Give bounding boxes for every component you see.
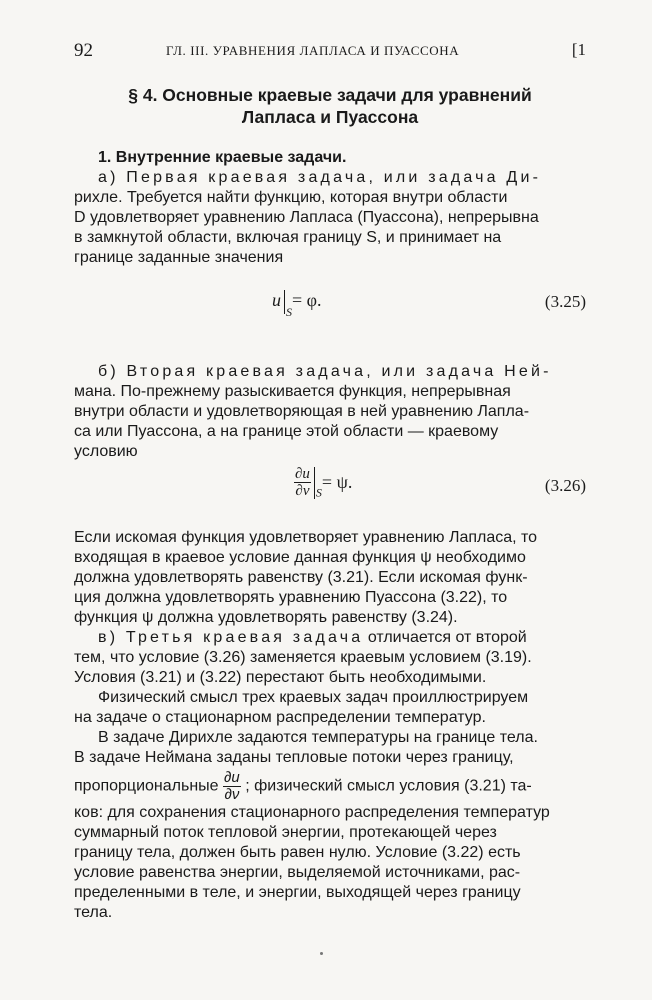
inline-before: пропорциональные (74, 777, 219, 795)
inline-frac-den: ∂ν (224, 786, 240, 803)
section-title-line-2: Лапласа и Пуассона (241, 107, 419, 127)
subsection-title (74, 148, 586, 168)
page-speck (320, 952, 323, 955)
inline-after: ; физический смысл условия (3.21) та- (245, 777, 532, 795)
problem-b-line: мана. По-прежнему разыскивается функция, непрерывная (74, 383, 511, 400)
eq-326-fraction (294, 466, 311, 499)
dirichlet-line: суммарный поток тепловой энергии, протекающей через (74, 824, 497, 841)
problem-b-block (74, 362, 586, 462)
subsection-title-text: 1. Внутренние краевые задачи. (98, 149, 347, 166)
page-number: 92 (74, 40, 93, 61)
problem-b-lead: б) Вторая краевая задача, или задача Ней- (98, 363, 552, 380)
eq-325-rhs: = φ. (292, 290, 322, 311)
equation-3-26-number: (3.26) (544, 476, 586, 495)
problem-c-line: Условия (3.21) и (3.22) перестают быть необходимыми. (74, 669, 487, 686)
dirichlet-inline-line (74, 770, 586, 803)
problem-a-lead: а) Первая краевая задача, или задача Ди- (98, 169, 542, 186)
problem-c-line: тем, что условие (3.26) заменяется краевым условием (3.19). (74, 649, 532, 666)
neumann-line: ция должна удовлетворять уравнению Пуассона (3.22), то (74, 589, 508, 606)
equation-3-25-formula (272, 290, 322, 320)
eq-326-rhs: = ψ. (321, 472, 353, 492)
physical-line: на задаче о стационарном распределении температур. (74, 709, 486, 726)
problem-b-line: внутри области и удовлетворяющая в ней уравнению Лапла- (74, 403, 530, 420)
running-title: ГЛ. III. УРАВНЕНИЯ ЛАПЛАСА И ПУАССОНА (166, 43, 460, 58)
dirichlet-line: пределенными в теле, и энергии, выходящей через границу (74, 884, 521, 901)
neumann-line: входящая в краевое условие данная функция ψ необходимо (74, 549, 526, 566)
problem-c-lead: в) Третья краевая задача (98, 629, 364, 646)
dirichlet-line: границу тела, должен быть равен нулю. Условие (3.22) есть (74, 844, 521, 861)
problem-a-line: границе заданные значения (74, 249, 284, 266)
dirichlet-line: тела. (74, 904, 113, 921)
problem-c-block (74, 628, 586, 688)
problem-b-line: условию (74, 443, 138, 460)
book-page (74, 36, 586, 923)
neumann-paragraph (74, 528, 586, 628)
section-title-line-1: § 4. Основные краевые задачи для уравнений (128, 85, 532, 105)
eq-326-num: ∂u (295, 466, 310, 482)
problem-a-line: в замкнутой области, включая границу S, и принимает на (74, 229, 502, 246)
corner-mark: [1 (571, 40, 586, 59)
equation-3-26-formula (294, 466, 352, 501)
physical-line: Физический смысл трех краевых задач проиллюстрируем (98, 689, 529, 706)
neumann-line: должна удовлетворять равенству (3.21). Если искомая функ- (74, 569, 528, 586)
dirichlet-line: В задаче Неймана заданы тепловые потоки через границу, (74, 749, 514, 766)
section-title (74, 84, 586, 128)
problem-c-lead-line (74, 628, 586, 648)
problem-c-rest: отличается от второй (363, 629, 527, 646)
dirichlet-line: В задаче Дирихле задаются температуры на границе тела. (98, 729, 538, 746)
inline-frac-num: ∂u (224, 769, 240, 786)
eq-326-den: ∂ν (295, 483, 310, 499)
problem-a-block (74, 168, 586, 268)
neumann-line: функция ψ должна удовлетворять равенству (3.24). (74, 609, 458, 626)
equation-3-25 (74, 282, 586, 326)
equation-3-25-number: (3.25) (544, 292, 586, 311)
inline-fraction (223, 770, 241, 803)
page-header (74, 36, 586, 60)
problem-a-line: рихле. Требуется найти функцию, которая внутри области (74, 189, 508, 206)
problem-b-line: са или Пуассона, а на границе этой области — краевому (74, 423, 499, 440)
dirichlet-line: ков: для сохранения стационарного распределения температур (74, 804, 550, 821)
eq-325-lhs: u (272, 290, 281, 311)
physical-paragraph (74, 688, 586, 728)
problem-a-line: D удовлетворяет уравнению Лапласа (Пуассона), непрерывна (74, 209, 539, 226)
neumann-line: Если искомая функция удовлетворяет уравнению Лапласа, то (74, 529, 538, 546)
equation-3-26 (74, 462, 586, 514)
dirichlet-paragraph (74, 728, 586, 923)
eq-326-sub: S (315, 485, 322, 500)
dirichlet-line: условие равенства энергии, выделяемой источниками, рас- (74, 864, 521, 881)
eq-325-sub: S (286, 305, 292, 320)
